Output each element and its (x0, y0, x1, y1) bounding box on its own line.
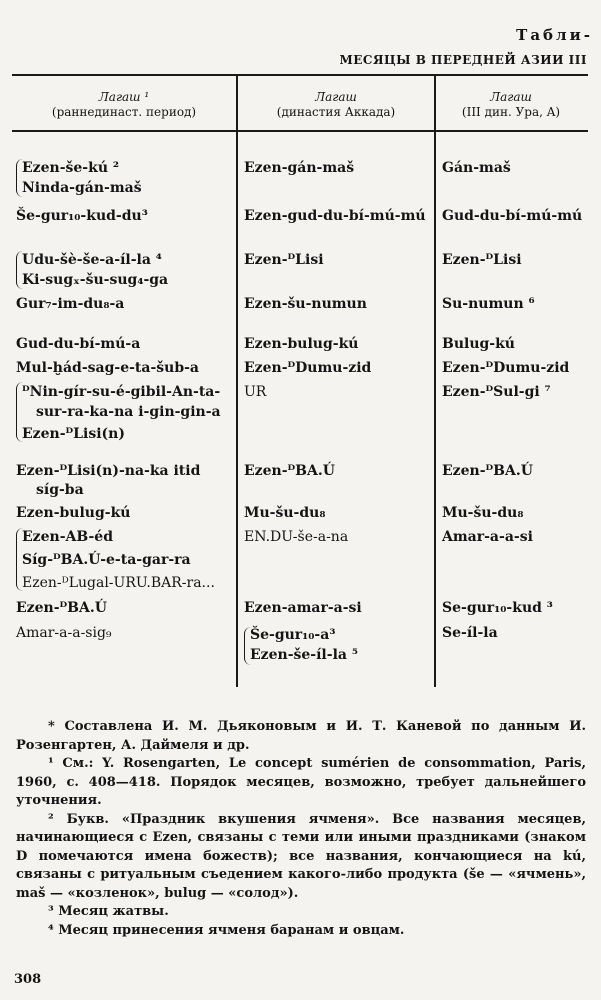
col1-cell: Udu-šè-še-a-íl-la ⁴ (22, 252, 162, 268)
table-top-rule (12, 74, 588, 76)
page-number: 308 (14, 972, 42, 987)
col1-cell: Gud-du-bí-mú-a (16, 336, 141, 352)
col1-cell: Ezen-ᴰLugal-URU.BAR-ra... (22, 575, 215, 591)
footnote-4: ⁴ Месяц принесения ячменя баранам и овцам. (48, 922, 405, 938)
col2-cell: Ezen-ᴰLisi (244, 252, 324, 268)
header-col-1-period: (раннединаст. период) (51, 105, 197, 119)
column-divider-1 (236, 75, 238, 687)
col1-cell: Síg-ᴰBA.Ú-e-ta-gar-ra (22, 552, 191, 568)
col2-cell: Ezen-bulug-kú (244, 336, 359, 352)
col3-cell: Su-numun ⁶ (442, 296, 535, 312)
page-title: Табли- (516, 26, 593, 44)
col2-cell: Ezen-še-íl-la ⁵ (250, 647, 358, 663)
col3-cell: Ezen-ᴰLisi (442, 252, 522, 268)
col2-cell: Ezen-ᴰBA.Ú (244, 463, 335, 479)
col1-cell: Ezen-ᴰLisi(n)-na-ka itid (16, 463, 201, 479)
column-divider-2 (434, 75, 436, 687)
col1-cell: sur-ra-ka-na i-gin-gin-a (36, 404, 221, 420)
table-subtitle: МЕСЯЦЫ В ПЕРЕДНЕЙ АЗИИ III (339, 53, 587, 67)
col1-cell: Ezen-AB-éd (22, 529, 113, 545)
col2-cell: Ezen-šu-numun (244, 296, 367, 312)
col2-cell: UR (244, 384, 267, 400)
col1-cell: Ezen-ᴰLisi(n) (22, 426, 125, 442)
col1-cell: Še-gur₁₀-kud-du³ (16, 208, 148, 224)
col2-cell: Ezen-gud-du-bí-mú-mú (244, 208, 426, 224)
col1-cell: Ki-sugₓ-šu-sug₄-ga (22, 272, 169, 288)
col1-cell: ᴰNin-gír-su-é-gibil-An-ta- (22, 384, 221, 400)
col3-cell: Gud-du-bí-mú-mú (442, 208, 583, 224)
col3-cell: Amar-a-a-si (442, 529, 533, 545)
col2-cell: EN.DU-še-a-na (244, 529, 349, 545)
col1-cell: Gur₇-im-du₈-a (16, 296, 125, 312)
footnote-3: ³ Месяц жатвы. (48, 904, 169, 919)
col3-cell: Se-íl-la (442, 625, 498, 641)
col2-cell: Mu-šu-du₈ (244, 505, 326, 521)
col2-cell: Še-gur₁₀-a³ (250, 627, 336, 643)
footnote-source: * Составлена И. М. Дьяконовым и И. Т. Каневой по данным И. Розенгартен, А. Даймеля и др. (16, 719, 586, 753)
col1-cell: Amar-a-a-sig₉ (16, 625, 112, 641)
header-col-2-name: Лагаш (315, 90, 357, 104)
footnote-2: ² Букв. «Праздник вкушения ячменя». Все названия месяцев, начинающиеся с Ezen, связаны с теми или иными праздниками (знаком D помечаются имена божеств); все названия, кончающиеся на kú, связаны с ритуальным съедением какого-либо продукта (še — «ячмень», maš — «козленок», bulug — «солод»). (16, 811, 586, 901)
header-col-3-period: (III дин. Ура, A) (461, 105, 561, 119)
header-bottom-rule (12, 130, 588, 132)
col3-cell: Bulug-kú (442, 336, 515, 352)
header-col-1-name: Лагаш ¹ (98, 90, 150, 104)
col2-cell: Ezen-ᴰDumu-zid (244, 360, 372, 376)
col1-cell: Ninda-gán-maš (22, 180, 142, 196)
header-col-3-name: Лагаш (490, 90, 532, 104)
footnote-1: ¹ См.: Y. Rosengarten, Le concept sumérien de consommation, Paris, 1960, с. 408—418. Порядок месяцев, возможно, требует дальнейшего уточнения. (16, 756, 586, 808)
col1-cell: Ezen-ᴰBA.Ú (16, 600, 107, 616)
col3-cell: Ezen-ᴰBA.Ú (442, 463, 533, 479)
col2-cell: Ezen-amar-a-si (244, 600, 362, 616)
col3-cell: Gán-maš (442, 160, 511, 176)
col1-cell: Mul-ḫád-sag-e-ta-šub-a (16, 360, 200, 376)
header-col-2-period: (династия Аккада) (276, 105, 396, 119)
header-col-2 (238, 90, 434, 120)
col3-cell: Ezen-ᴰDumu-zid (442, 360, 570, 376)
col1-cell: síg-ba (36, 482, 84, 498)
col1-cell: Ezen-še-kú ² (22, 160, 120, 176)
col1-cell: Ezen-bulug-kú (16, 505, 131, 521)
col2-cell: Ezen-gán-maš (244, 160, 355, 176)
col3-cell: Se-gur₁₀-kud ³ (442, 600, 553, 616)
header-col-1 (12, 90, 236, 120)
footnotes (16, 718, 586, 940)
col3-cell: Mu-šu-du₈ (442, 505, 524, 521)
col3-cell: Ezen-ᴰSul-gi ⁷ (442, 384, 551, 400)
header-col-3 (436, 90, 586, 120)
